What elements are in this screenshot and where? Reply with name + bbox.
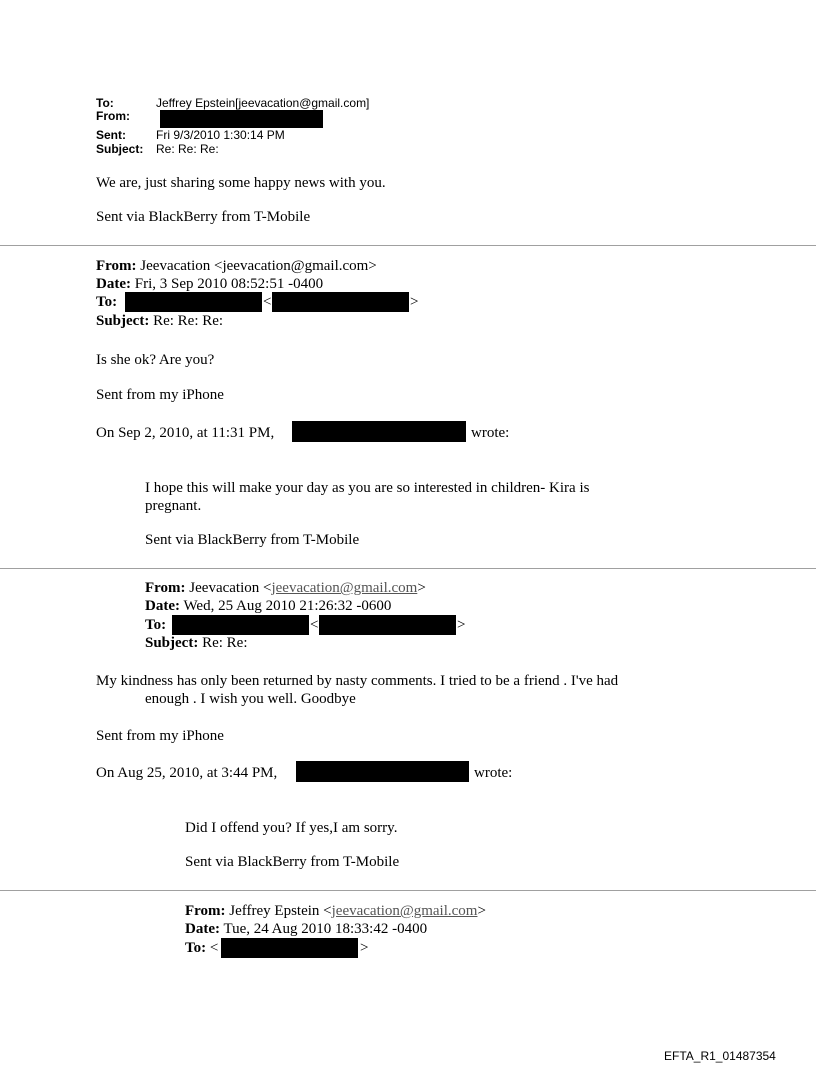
- msg2-subject-row: [96, 313, 223, 329]
- header-subject-row: [96, 143, 219, 156]
- msg2-to-gt: >: [410, 294, 419, 310]
- msg4-date-row: [185, 921, 427, 937]
- header-subject-label: Subject:: [96, 142, 144, 156]
- quote-line: pregnant.: [145, 498, 202, 514]
- redaction-box: [319, 615, 456, 635]
- message-body-line: My kindness has only been returned by nasty comments. I tried to be a friend . I've had: [96, 673, 619, 689]
- header-to-row: [96, 97, 369, 110]
- msg3-wrote-prefix: On Aug 25, 2010, at 3:44 PM,: [96, 765, 278, 781]
- header-sent-row: [96, 129, 285, 142]
- msg3-from-label: From:: [145, 580, 186, 596]
- msg4-to-row: [185, 940, 218, 956]
- header-from-row: [96, 110, 156, 123]
- divider: [0, 568, 816, 569]
- header-from-label: From:: [96, 109, 130, 123]
- message-signature: Sent from my iPhone: [96, 728, 224, 744]
- msg2-to-label: To:: [96, 294, 118, 310]
- msg3-wrote-suffix: wrote:: [474, 765, 513, 781]
- msg3-to-row: [145, 617, 166, 633]
- document-id: EFTA_R1_01487354: [664, 1049, 776, 1063]
- msg3-from-end: >: [417, 580, 426, 596]
- message-body: We are, just sharing some happy news with you.: [96, 175, 386, 191]
- header-sent-label: Sent:: [96, 128, 126, 142]
- msg2-date-value: Fri, 3 Sep 2010 08:52:51 -0400: [134, 276, 324, 292]
- quote-signature: Sent via BlackBerry from T-Mobile: [145, 532, 360, 548]
- msg3-email-link[interactable]: jeevacation@gmail.com: [271, 580, 418, 596]
- msg4-to-label: To:: [185, 940, 207, 956]
- header-subject-value: Re: Re: Re:: [156, 142, 219, 156]
- quote-signature: Sent via BlackBerry from T-Mobile: [185, 854, 400, 870]
- msg3-subject-label: Subject:: [145, 635, 199, 651]
- msg2-to-lt: <: [263, 294, 272, 310]
- msg3-date-label: Date:: [145, 598, 180, 614]
- redaction-box: [272, 292, 409, 312]
- msg2-date-row: [96, 276, 323, 292]
- header-to-label: To:: [96, 96, 114, 110]
- msg2-wrote-prefix: On Sep 2, 2010, at 11:31 PM,: [96, 425, 275, 441]
- redaction-box: [125, 292, 262, 312]
- msg3-to-lt: <: [310, 617, 319, 633]
- msg4-to-lt: <: [209, 940, 219, 956]
- msg2-from-value: Jeevacation <jeevacation@gmail.com>: [140, 258, 377, 274]
- redaction-box: [292, 421, 466, 442]
- msg3-from-row: [145, 580, 426, 596]
- msg3-subject-value: Re: Re:: [202, 635, 248, 651]
- divider: [0, 245, 816, 246]
- message-signature: Sent via BlackBerry from T-Mobile: [96, 209, 311, 225]
- redaction-box: [296, 761, 469, 782]
- header-to-value: Jeffrey Epstein[jeevacation@gmail.com]: [156, 96, 370, 110]
- msg2-from-row: [96, 258, 377, 274]
- msg3-from-name: Jeevacation <: [189, 580, 272, 596]
- msg4-from-row: [185, 903, 486, 919]
- redaction-box: [160, 110, 323, 128]
- msg3-subject-row: [145, 635, 248, 651]
- quote-line: I hope this will make your day as you are so interested in children- Kira is: [145, 480, 590, 496]
- msg2-subject-label: Subject:: [96, 313, 150, 329]
- header-sent-value: Fri 9/3/2010 1:30:14 PM: [156, 128, 285, 142]
- msg2-subject-value: Re: Re: Re:: [153, 313, 224, 329]
- message-signature: Sent from my iPhone: [96, 387, 224, 403]
- msg4-to-gt: >: [360, 940, 369, 956]
- msg4-from-label: From:: [185, 903, 226, 919]
- msg3-to-gt: >: [457, 617, 466, 633]
- redaction-box: [221, 938, 358, 958]
- msg2-to-row: [96, 294, 117, 310]
- msg3-date-row: [145, 598, 391, 614]
- message-body-line: enough . I wish you well. Goodbye: [145, 691, 356, 707]
- quote-line: Did I offend you? If yes,I am sorry.: [185, 820, 398, 836]
- msg2-date-label: Date:: [96, 276, 131, 292]
- divider: [0, 890, 816, 891]
- msg4-date-label: Date:: [185, 921, 220, 937]
- msg3-to-label: To:: [145, 617, 167, 633]
- msg4-from-end: >: [477, 903, 486, 919]
- message-body: Is she ok? Are you?: [96, 352, 215, 368]
- msg4-email-link[interactable]: jeevacation@gmail.com: [331, 903, 478, 919]
- msg2-from-label: From:: [96, 258, 137, 274]
- msg3-date-value: Wed, 25 Aug 2010 21:26:32 -0600: [183, 598, 392, 614]
- msg4-from-name: Jeffrey Epstein <: [229, 903, 332, 919]
- redaction-box: [172, 615, 309, 635]
- msg2-wrote-suffix: wrote:: [471, 425, 510, 441]
- msg4-date-value: Tue, 24 Aug 2010 18:33:42 -0400: [223, 921, 428, 937]
